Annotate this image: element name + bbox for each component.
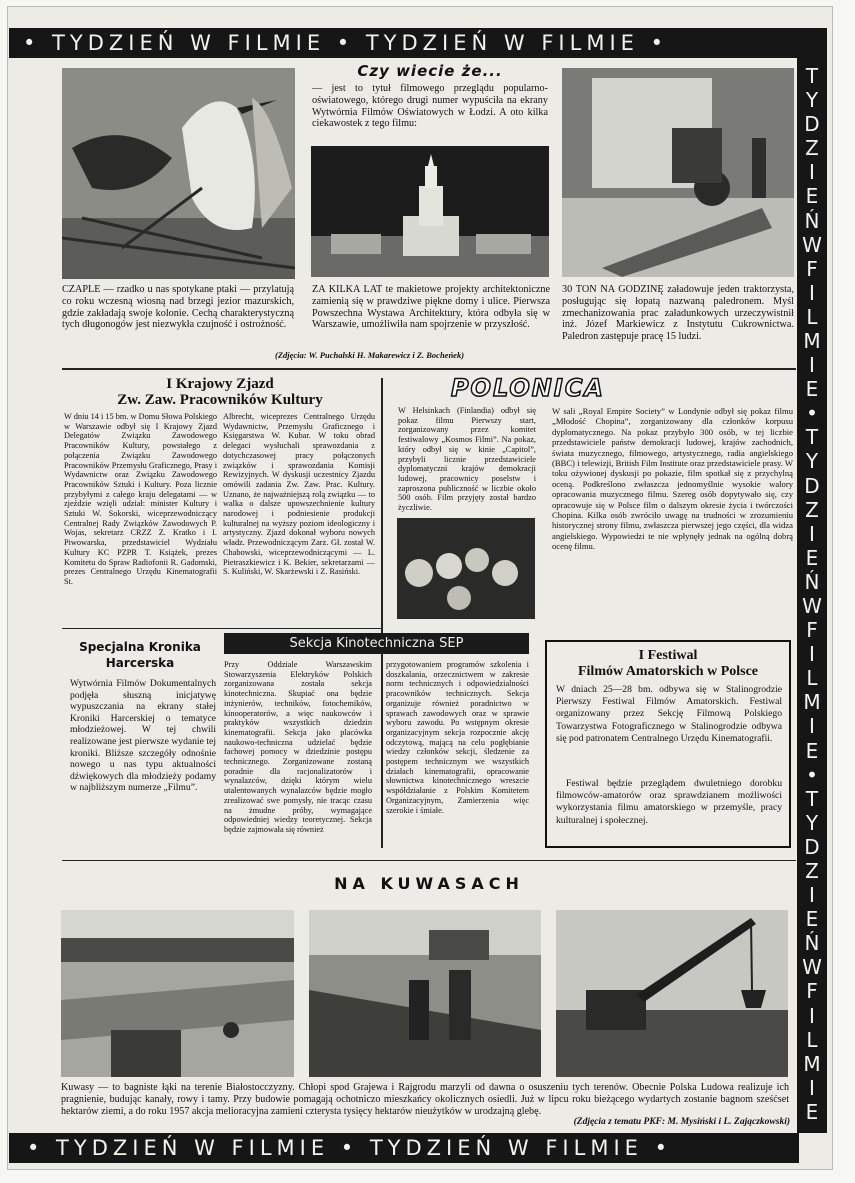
kronika-title-line1: Specjalna Kronika — [79, 640, 201, 654]
festiwal-text2: Festiwal będzie przeglądem dwuletniego dorobku filmowców-amatorów oraz sprawdzianem możliwości wykorzystania filmu amatorskiego w przemyśle, pracy kulturalnej i społecznej. — [556, 778, 782, 826]
zjazd-title-line1: I Krajowy Zjazd — [166, 376, 274, 392]
side-band-letter: L — [806, 304, 818, 329]
side-band-letter: Z — [805, 136, 819, 161]
zjazd-col1: W dniu 14 i 15 bm. w Domu Słowa Polskiego w Warszawie odbył się I Krajowy Zjazd Delegatów Związku Zawodowego Pracowników Kultury, powstałego z połączenia Związku Zawodowego Pracowników Przemysłu Graficznego, Prasy i Wydawnictw oraz Związku Zawodowego Pracowników Sztuki i Kultury. Poza licznie przybyłymi z całego kraju delegatami — w zjeździe wzięli udział: minister Kultury i Sztuki W. Sokorski, wiceprzewodniczący Centralnej Rady Związków Zawodowych P. Wojas, sekretarz CRZZ Z. Kratko i I. Piwowarska, przedstawiciel Wydziału Kultury KC PZPR T. Książek, prezes Komitetu do Spraw Radiofonii R. Gadomski, prezes Centralnego Urzędu Kinematografii St. — [64, 412, 217, 586]
side-band-letter: I — [809, 160, 815, 185]
kronika-text: Wytwórnia Filmów Dokumentalnych podjęła słuszną inicjatywę wypuszczania na ekrany stałej Kroniki Harcerskiej o tematyce młodzieżowej. W tej chwili realizowane jest pierwsze wydanie tej kroniki. Bliższe szczegóły odnośnie nowego u nas typu aktualności dźwiękowych dla młodzieży podamy w najbliższym numerze „Filmu”. — [70, 678, 216, 794]
side-band-letter: Z — [805, 859, 819, 883]
footer-band: • TYDZIEŃ W FILMIE • TYDZIEŃ W FILMIE • — [9, 1133, 799, 1163]
divider-bottom — [62, 860, 796, 861]
festiwal-title-line2: Filmów Amatorskich w Polsce — [577, 664, 759, 679]
side-band-letter: F — [806, 618, 818, 643]
side-band-letter: Y — [805, 810, 819, 835]
festiwal-text1: W dniach 25—28 bm. odbywa się w Stalinogrodzie Pierwszy Festiwal Filmów Amatorskich. Festiwal organizowany przez Sekcję Filmową Polskiego Towarzystwa Fotograficznego w Stalinogrodzie odbywa się pod patronatem Centralnego Urzędu Kinematografii. — [556, 684, 782, 744]
sekcja-col1: Przy Oddziale Warszawskim Stowarzyszenia Elektryków Polskich zorganizowana została sekcja kinotechniczna. Skupiać ona będzie inżynierów, techników, fotochemików, kinooperatorów, a więc naukowców i praktyków wszystkich dziedzin kinematografii. Sekcja jako placówka naukowo-techniczna udzielać będzie fachowej pomocy w dziedzinie postępu technicznego. Zorganizowane zostaną poradnie dla racjonalizatorów i wynalazców, dzięki którym wielu utalentowanych wynalazców będzie mogło zrealizować swe pomysły, nie tracąc czasu na żmudne próby, wymagające odpowiedniej wiedzy teoretycznej. Sekcja będzie zajmowała się również — [224, 660, 372, 834]
festiwal-title-line1: I Festiwal — [638, 648, 698, 663]
photo-credits: (Zdjęcia: W. Puchalski H. Makarewicz i Z. Bocheńek) — [275, 350, 465, 360]
herons-caption: CZAPLE — rzadko u nas spotykane ptaki — przylatują co roku wczesną wiosną nad brzegi jezior mazurskich, gdzie zakładają swoje kolonie. Cechą charakterystyczną tych długonogów jest niezwykła czujność i ostrożność. — [62, 284, 294, 331]
side-band-letter: D — [804, 473, 820, 498]
zjazd-title-line2: Zw. Zaw. Pracowników Kultury — [117, 392, 323, 408]
side-band-letter: E — [805, 907, 819, 932]
side-band-letter: T — [805, 786, 819, 811]
side-band-letter: I — [809, 714, 815, 739]
polonica-title: POLONICA — [450, 374, 606, 402]
side-band-letter: W — [802, 594, 822, 618]
side-band-letter: W — [802, 232, 822, 257]
czy-wiecie-title: Czy wiecie że... — [357, 62, 503, 80]
side-band-letter: F — [806, 256, 818, 281]
side-band-letter: L — [806, 1027, 818, 1052]
tractor-loader-photo — [562, 68, 794, 277]
side-band-letter: I — [809, 642, 815, 667]
side-band-letter: M — [803, 329, 821, 353]
side-band-letter: E — [805, 377, 819, 402]
side-band-letter: I — [809, 521, 815, 546]
workers-photo — [309, 910, 541, 1077]
excavator-photo — [556, 910, 788, 1077]
tractor-caption: 30 TON NA GODZINĘ załadowuje jeden traktorzysta, posługując się łopatą nazwaną paledronem. Myśl zmechanizowania prac załadunkowych urzeczywistnił inż. Józef Markiewicz z Instytutu Cukrownictwa. Paledron zastępuje pracę 15 ludzi. — [562, 284, 794, 343]
side-band-letter: D — [804, 834, 820, 859]
side-band-letter: F — [806, 979, 818, 1004]
side-band-letter: D — [804, 112, 820, 137]
side-band-letter: L — [806, 666, 818, 691]
side-band-letter: I — [809, 353, 815, 378]
divider-mid — [62, 628, 382, 629]
polonica-col1: W Helsinkach (Finlandia) odbył się pokaz filmu Pierwszy start, zorganizowany przez komitet festiwalowy „Kosmos Filmi”. Na pokaz, który odbył się w kinie „Capitol”, przybyli licznie przedstawiciele dyplomatyczni krajów demokracji ludowej, pracownicy poselstw i zaproszona publiczność w liczbie około 500 osób. Film przyjęty został bardzo życzliwie. — [398, 406, 536, 513]
side-band-letter: I — [809, 883, 815, 908]
architecture-model-photo — [311, 146, 549, 277]
side-band-letter: E — [805, 184, 819, 209]
side-band-letter: I — [809, 1075, 815, 1100]
side-band-letter: E — [805, 738, 819, 763]
side-band-letter: • — [806, 762, 818, 787]
side-band-letter: • — [806, 401, 818, 426]
side-band-letter: T — [805, 64, 819, 88]
kuwasy-credits: (Zdjęcia z tematu PKF: M. Mysiński i L. Zajączkowski) — [573, 1117, 790, 1127]
side-band-letter: Ń — [804, 208, 820, 233]
side-band-letter: Z — [805, 497, 819, 522]
kuwasy-title: NA KUWASACH — [334, 874, 524, 893]
side-band-letter: I — [809, 1003, 815, 1028]
sekcja-col2: przygotowaniem programów szkolenia i doszkalania, orzecznictwem w zakresie norm technicznych i odpowiedzialności pracowników technicznych. Sekcja organizuje również poradnictwo w sprawach zawodowych oraz w sprawie wyboru zawodu. Po wstępnym okresie organizacyjnym sekcja rozpocznie akcję odczytową, mającą na celu pogłębianie wiedzy członków sekcji, śledzenie za postępem technicznym we wszystkich działach kinematografii, opracowanie słownictwa kinotechnicznego wreszcie współdziałanie z Polskim Komitetem Organizacyjnym, Zamierzenia więc szerokie i śmiałe. — [386, 660, 529, 815]
side-band-letter: T — [805, 425, 819, 450]
side-band-letter: E — [805, 1099, 819, 1124]
czy-wiecie-intro: — jest to tytuł filmowego przeglądu popularno-oświatowego, którego drugi numer wypuściła na ekrany Wytwórnia Filmów Oświatowych w Łodzi. A oto kilka ciekawostek z tego filmu: — [312, 83, 548, 130]
side-band-letter: Ń — [804, 931, 820, 956]
architecture-caption: ZA KILKA LAT te makietowe projekty architektoniczne zamienią się w prawdziwe piękne domy i ulice. Pierwsza Powszechna Wystawa Architektury, która odbyła się w Warszawie, umożliwiła nam spojrzenie w przyszłość. — [312, 284, 550, 331]
side-band-letter: M — [803, 690, 821, 715]
side-band-letter: Y — [805, 449, 819, 474]
herons-photo — [62, 68, 295, 279]
polonica-col2: W sali „Royal Empire Society” w Londynie odbył się pokaz filmu „Młodość Chopina”, zorganizowany dla członków korpusu dyplomatycznego. Na pokaz przybyło 300 osób, w tej liczbie przedstawiciele państw demokracji ludowej, krajów zachodnich, świata muzycznego, filmowego, artystycznego, radia angielskiego (BBC) i telewizji, British Film Institute oraz przedstawiciele prasy. W toku ożywionej dyskusji po pokazie, film spotkał się z przychylną oceną. Podkreślono zwłaszcza jednomyślnie wysokie walory opracowania muzycznego filmu. Szereg osób dopytywało się, czy opracowuje się w Polsce film o dalszym okresie życia i twórczości Chopina. Kilka osób zwróciło uwagę na trudności w zrozumieniu historycznej strony filmu, zwłaszcza pierwszej jego części, dla widza angielskiego. Wypowiedzi te nie wpłynęły jednak na ogólną dobrą ocenę filmu. — [552, 406, 793, 552]
kronika-title-line2: Harcerska — [105, 656, 175, 670]
side-band-letter: I — [809, 280, 815, 305]
vertical-divider — [381, 378, 383, 848]
side-band-letter: E — [805, 545, 819, 570]
children-photo — [397, 518, 535, 619]
side-band-letter: Ń — [804, 569, 820, 594]
sekcja-title: Sekcja Kinotechniczna SEP — [289, 636, 464, 651]
meadow-photo — [61, 910, 294, 1077]
side-band-letter: W — [802, 955, 822, 980]
kuwasy-text: Kuwasy — to bagniste łąki na terenie Białostocczyzny. Chłopi spod Grajewa i Rajgrodu marzyli od dawna o osuszeniu tych terenów. Obecnie Polska Ludowa realizuje ich pragnienie, budując kanały, rowy i tamy. Przy budowie pomagają ochotniczo mieszkańcy okolicznych osiedli. Już w lipcu roku bieżącego wydartych zostanie bagnom sześćset hektarów ziemi, a do roku 1957 akcja melioracyjna zamieni czterysta tysięcy hektarów nieużytków w urodzajną glebę. — [61, 1082, 789, 1117]
zjazd-col2: Albrecht, wiceprezes Centralnego Urzędu Wydawnictw, Przemysłu Graficznego i Księgarstwa W. Kubar. W toku obrad delegaci wysłuchali sprawozdania z dotychczasowej pracy połączonych związków i sprawozdania Komisji Rewizyjnych. W dyskusji uczestnicy Zjazdu omówili zadania Zw. Zaw. Prac. Kultury. Uznano, że najważniejszą rolą związku — to walka o dalsze upowszechnienie kultury narodowej i podniesienie produkcji kulturalnej na wyższy poziom ideologiczny i artystyczny. Zjazd dokonał wyboru nowych władz. Przewodniczącym Zarz. Gł. został W. Chabowski, wiceprzewodniczącymi — L. Pietraszkiewicz i K. Bekier, sekretarzami — S. Kuliński, W. Skarżewski i Z. Rasiński. — [223, 412, 375, 577]
side-band-letter: M — [803, 1051, 821, 1076]
side-band-letter: Y — [805, 88, 819, 113]
header-band: • TYDZIEŃ W FILMIE • TYDZIEŃ W FILMIE • — [9, 28, 827, 58]
side-band — [797, 58, 827, 1133]
divider-top — [62, 368, 796, 370]
